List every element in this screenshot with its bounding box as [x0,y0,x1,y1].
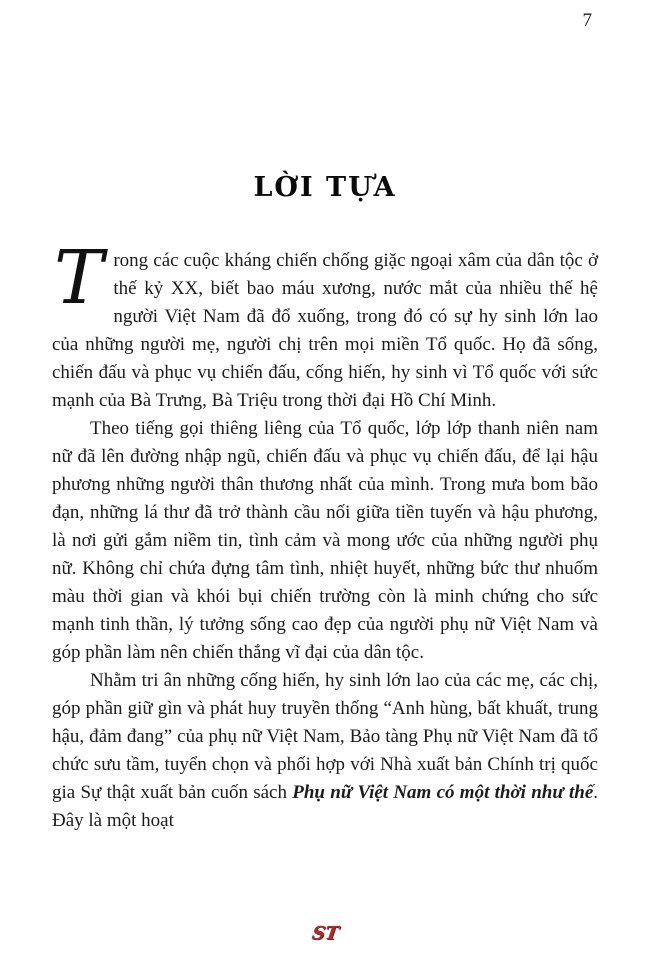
page-title: LỜI TỰA [253,172,397,203]
publisher-logo-icon: ST [310,923,340,944]
dropcap-letter: T [54,235,104,321]
paragraph-3 [52,667,598,835]
page-content [0,172,650,835]
paragraph-1-text: rong các cuộc kháng chiến chống giặc ngoại xâm của dân tộc ở thế kỷ XX, biết bao máu xương, nước mắt của nhiều thế hệ người Việt Nam đã đổ xuống, trong đó có sự hy sinh lớn lao của những người mẹ, người chị trên mọi miền Tổ quốc. Họ đã sống, chiến đấu và phục vụ chiến đấu, cống hiến, hy sinh vì Tổ quốc với sức mạnh của Bà Trưng, Bà Triệu trong thời đại Hồ Chí Minh. [52,250,598,411]
paragraph-3-text-before: Nhằm tri ân những cống hiến, hy sinh lớn lao của các mẹ, các chị, góp phần giữ gìn và phát huy truyền thống “Anh hùng, bất khuất, trung hậu, đảm đang” của phụ nữ Việt Nam, Bảo tàng Phụ nữ Việt Nam đã tổ chức sưu tầm, tuyển chọn và phối hợp với Nhà xuất bản Chính trị quốc gia Sự thật xuất bản cuốn sách [52,670,598,803]
book-title: Phụ nữ Việt Nam có một thời như thế [292,782,594,803]
page-number: 7 [582,10,592,31]
publisher-logo [310,923,340,947]
paragraph-1 [52,235,598,415]
paragraph-2: Theo tiếng gọi thiêng liêng của Tổ quốc, lớp lớp thanh niên nam nữ đã lên đường nhập ngũ, chiến đấu và phục vụ chiến đấu, để lại hậu phương những người thân thương nhất của mình. Trong mưa bom bão đạn, những lá thư đã trở thành cầu nối giữa tiền tuyến và hậu phương, là nơi gửi gắm niềm tin, tình cảm và mong ước của những người phụ nữ. Không chỉ chứa đựng tâm tình, nhiệt huyết, những bức thư nhuốm màu thời gian và khói bụi chiến trường còn là minh chứng cho sức mạnh tinh thần, lý tưởng sống cao đẹp của người phụ nữ Việt Nam và góp phần làm nên chiến thắng vĩ đại của dân tộc. [52,418,598,663]
paragraph-3-text-after: . Đây là một hoạt [52,782,599,831]
